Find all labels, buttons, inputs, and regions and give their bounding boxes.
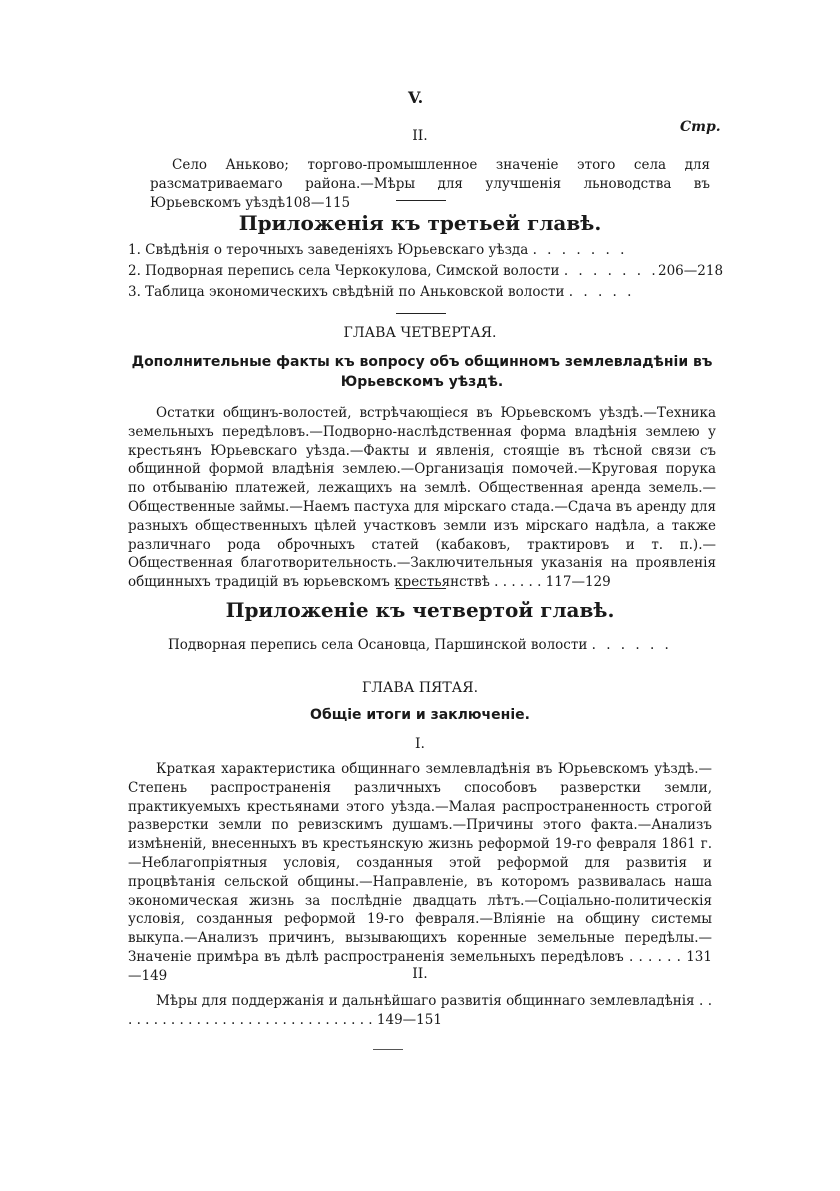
toc-leader-dots: . . . . . . . — [532, 242, 628, 258]
section-ii-text: Село Аньково; торгово-промышленное значеніе этого села для разсматриваемаго района.—Мѣры для улучшенія льноводства въ Юрьевскомъ уѣздѣ — [150, 157, 710, 211]
toc-item-label: 1. Свѣдѣнія о терочныхъ заведеніяхъ Юрьевскаго уѣзда — [128, 242, 529, 258]
section-ii-pages: 108—115 — [285, 194, 351, 211]
roman-page-number: V. — [408, 88, 424, 107]
section-number-ii-top: II. — [412, 128, 428, 144]
appendix-4-item — [168, 637, 672, 653]
section-number-i: I. — [415, 736, 425, 752]
chapter-4-heading: ГЛАВА ЧЕТВЕРТАЯ. — [343, 325, 497, 341]
appendix-3-item-3 — [128, 284, 634, 300]
section-number-ii-bottom: II. — [412, 966, 428, 982]
toc-item-label: 2. Подворная перепись села Черкокулова, Симской волости — [128, 263, 560, 279]
chapter-5-pages: 131—149 — [128, 948, 712, 984]
toc-leader-dots: . . . . . . — [591, 637, 672, 653]
appendix-3-title: Приложенія къ третьей главѣ. — [238, 211, 602, 235]
chapter-4-subtitle: Дополнительные факты къ вопросу объ общинномъ землевладѣніи въ Юрьевскомъ уѣздѣ. — [131, 354, 713, 390]
appendix-3-item-2-pages: 206—218 — [658, 263, 724, 279]
chapter-5-text: Краткая характеристика общиннаго землевладѣнія въ Юрьевскомъ уѣздѣ.—Степень распространенія различныхъ способовъ разверстки земли, практикуемыхъ крестьянами этого уѣзда.—Малая распространенность строгой разверстки земли по ревизскимъ душамъ.—Причины этого факта.—Анализъ измѣненій, внесенныхъ въ крестьянскую жизнь реформой 19-го февраля 1861 г.—Неблагопріятныя условія, созданныя этой реформой для развитія и процвѣтанія сельской общины.—Направленіе, въ которомъ развивалась наша экономическая жизнь за послѣдніе двадцать лѣтъ.—Соціально-политическія условія, созданныя реформой 19-го февраля.—Вліяніе на общину системы выкупа.—Анализъ причинъ, вызывающихъ коренные земельные передѣлы.—Значеніе примѣра въ дѣлѣ распространенія земельныхъ передѣловъ — [128, 761, 712, 965]
page-column-label: Стр. — [680, 119, 721, 135]
appendix-4-title: Приложеніе къ четвертой главѣ. — [225, 598, 615, 622]
end-rule — [373, 1049, 403, 1050]
section-ii-bottom-pages: 149—151 — [376, 1011, 442, 1028]
appendix-3-item-2 — [128, 263, 659, 279]
divider-rule — [396, 588, 446, 589]
toc-leader-dots: . . . . . . . — [563, 263, 659, 279]
chapter-4-pages: 117—129 — [545, 574, 611, 591]
leader-dots: . . . . . . — [628, 948, 681, 965]
section-ii-bottom-text: Мѣры для поддержанія и дальнѣйшаго развитія общиннаго землевладѣнія — [156, 993, 695, 1009]
toc-item-label: 3. Таблица экономическихъ свѣдѣній по Аньковской волости — [128, 284, 565, 300]
leader-dots: . . . . . . — [494, 574, 542, 591]
chapter-5-summary — [128, 760, 712, 986]
chapter-4-text: Остатки общинъ-волостей, встрѣчающіеся въ Юрьевскомъ уѣздѣ.—Техника земельныхъ передѣловъ.—Подворно-наслѣдственная форма владѣнія землею у крестьянъ Юрьевскаго уѣзда.—Факты и явленія, стоящіе въ тѣсной связи съ общинной формой владѣнія землею.—Организація помочей.—Круговая порука по отбыванію платежей, лежащихъ на землѣ. Общественная аренда земель.—Общественные займы.—Наемъ пастуха для мірскаго стада.—Сдача въ аренду для разныхъ общественныхъ цѣлей участковъ земли изъ мірскаго надѣла, а также различнаго рода оброчныхъ статей (кабаковъ, трактировъ и т. п.).—Общественная благотворительность.—Заключительныя указанія на проявленія общинныхъ традицій въ юрьевскомъ крестьянствѣ — [128, 405, 716, 591]
chapter-5-heading: ГЛАВА ПЯТАЯ. — [361, 680, 479, 696]
chapter-4-summary — [128, 404, 716, 592]
divider-rule — [396, 313, 446, 314]
section-ii-bottom-entry — [128, 992, 712, 1032]
chapter-5-subtitle: Общіе итоги и заключеніе. — [310, 707, 530, 723]
section-ii-entry — [150, 156, 710, 212]
appendix-3-item-1 — [128, 242, 627, 258]
toc-leader-dots: . . . . . — [568, 284, 635, 300]
leader-dots: . . . . . . . . . . . . . . . . . . . . . . . . . . . . . . . — [128, 993, 712, 1028]
toc-item-label: Подворная перепись села Осановца, Паршинской волости — [168, 637, 588, 653]
divider-rule — [396, 200, 446, 201]
